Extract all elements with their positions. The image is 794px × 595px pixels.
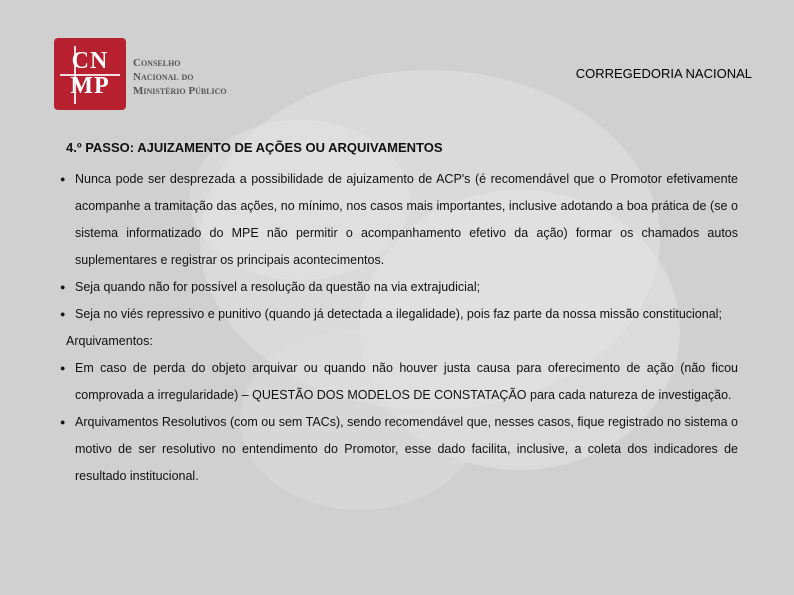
list-item [60,409,738,490]
logo-initials-top: CN [71,48,109,74]
cnmp-logo [54,38,126,110]
list-item [60,274,738,301]
logo-wordmark [133,56,227,98]
list-item-text: Seja quando não for possível a resolução da questão na via extrajudicial; [75,280,481,294]
subheading-arquivamentos: Arquivamentos: [66,334,153,348]
list-item-text: Em caso de perda do objeto arquivar ou quando não houver justa causa para oferecimento de ação (não ficou comprovada a irregularidade) – QUESTÃO DOS MODELOS DE CONSTATAÇÃO para cada natureza de investigação. [75,361,738,402]
bullet-icon: ● [60,309,66,319]
logo-line-2: Nacional do [133,71,194,83]
list-item-text: Nunca pode ser desprezada a possibilidade de ajuizamento de ACP's (é recomendável que o Promotor efetivamente acompanhe a tramitação das ações, no mínimo, nos casos mais importantes, inclusive adotando a boa prática de (se o sistema informatizado do MPE não permitir o acompanhamento efetivo da ação) formar os chamados autos suplementares e registrar os principais acontecimentos. [75,172,738,267]
list-item [60,301,738,328]
logo-initials-bottom: MP [70,73,110,99]
slide-content [60,140,738,490]
header-title: CORREGEDORIA NACIONAL [575,66,752,81]
list-item [60,355,738,409]
bullet-icon: ● [60,363,66,373]
section-heading: 4.º PASSO: AJUIZAMENTO DE AÇÕES OU ARQUIVAMENTOS [66,140,443,155]
bullet-icon: ● [60,174,66,184]
list-item-text: Seja no viés repressivo e punitivo (quando já detectada a ilegalidade), pois faz parte da nossa missão constitucional; [75,307,722,321]
logo-line-3: Ministério Público [133,85,227,97]
list-item [60,166,738,274]
bullet-icon: ● [60,417,66,427]
logo-line-1: Conselho [133,57,181,69]
bullet-icon: ● [60,282,66,292]
list-item-text: Arquivamentos Resolutivos (com ou sem TACs), sendo recomendável que, nesses casos, fique registrado no sistema o motivo de ser resolutivo no entendimento do Promotor, esse dado facilita, inclusive, a coleta dos indicadores de resultado institucional. [75,415,738,483]
